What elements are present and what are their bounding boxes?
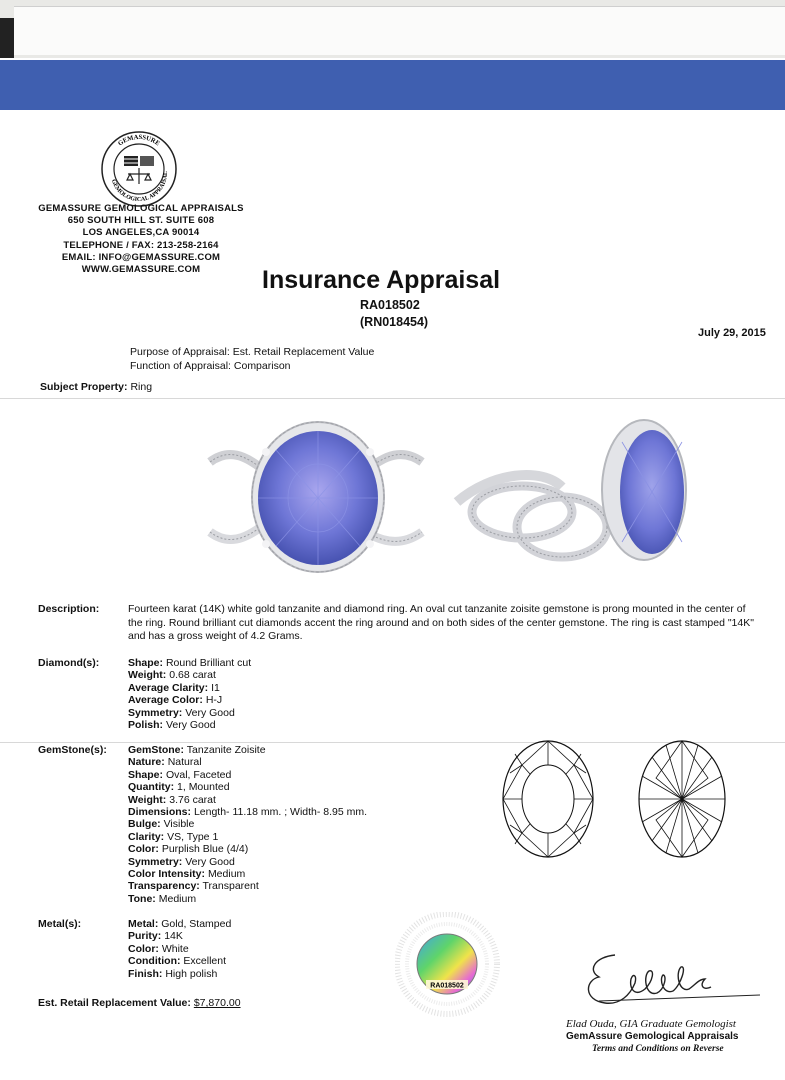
estimate-value: $7,870.00: [193, 997, 241, 1009]
svg-text:GEMASSURE: GEMASSURE: [116, 133, 161, 148]
detail-value: Length- 11.18 mm. ; Width- 8.95 mm.: [193, 806, 368, 819]
detail-value: 14K: [164, 930, 183, 943]
detail-value: Purplish Blue (4/4): [161, 843, 249, 856]
address-line-2: LOS ANGELES,CA 90014: [82, 227, 200, 239]
detail-key: Symmetry:: [128, 855, 183, 868]
detail-value: Oval, Faceted: [165, 768, 232, 781]
detail-key: Symmetry:: [128, 706, 183, 719]
detail-value: 3.76 carat: [169, 793, 216, 806]
detail-value: Very Good: [185, 706, 235, 719]
hologram-number: RA018502: [430, 982, 464, 990]
hologram-seal: [395, 912, 500, 1017]
detail-row: [128, 694, 251, 706]
detail-row: [128, 818, 367, 830]
report-number: RA018502: [360, 298, 420, 312]
detail-value: High polish: [165, 967, 218, 980]
detail-key: GemStone:: [128, 744, 185, 756]
detail-value: Round Brilliant cut: [165, 657, 252, 669]
detail-value: 0.68 carat: [169, 669, 216, 682]
detail-key: Purity:: [128, 930, 162, 943]
detail-value: VS, Type 1: [167, 830, 219, 843]
gemassure-seal-logo: [100, 130, 178, 208]
handwritten-signature: [575, 945, 765, 1015]
detail-value: H-J: [205, 694, 223, 707]
detail-key: Color Intensity:: [128, 868, 206, 881]
reference-number: (RN018454): [360, 315, 429, 329]
detail-value: Very Good: [165, 719, 216, 732]
diamonds-details: [128, 657, 251, 731]
detail-key: Average Clarity:: [128, 681, 209, 694]
appraiser-company: GemAssure Gemological Appraisals: [566, 1030, 739, 1042]
detail-key: Metal:: [128, 918, 159, 930]
detail-key: Finish:: [128, 967, 163, 980]
detail-row: [128, 682, 251, 694]
detail-row: [128, 669, 251, 681]
detail-row: [128, 719, 251, 731]
detail-row: [128, 794, 367, 806]
detail-value: Transparent: [202, 880, 259, 893]
detail-key: Bulge:: [128, 818, 161, 831]
terms-note: Terms and Conditions on Reverse: [592, 1044, 724, 1055]
detail-value: Very Good: [185, 855, 235, 868]
detail-row: [128, 769, 367, 781]
detail-key: Shape:: [128, 657, 164, 669]
detail-value: Excellent: [183, 955, 227, 968]
oval-crown-diagram: [500, 738, 596, 860]
detail-row: [128, 955, 231, 967]
detail-row: [128, 868, 367, 880]
detail-row: [128, 707, 251, 719]
email-line: EMAIL: INFO@GEMASSURE.COM: [61, 251, 221, 263]
detail-key: Average Color:: [128, 694, 203, 707]
detail-row: [128, 968, 231, 980]
appraiser-name: Elad Ouda, GIA Graduate Gemologist: [566, 1018, 736, 1030]
metal-label: Metal(s):: [38, 918, 82, 930]
gemstone-label: GemStone(s):: [38, 744, 107, 756]
subject-label: Subject Property:: [40, 381, 128, 393]
detail-value: 1, Mounted: [177, 781, 230, 794]
estimate-label: Est. Retail Replacement Value:: [38, 997, 191, 1009]
detail-value: Medium: [207, 868, 246, 881]
purpose-block: [130, 345, 374, 373]
estimated-value: [38, 997, 241, 1009]
header-blue-band: [0, 60, 785, 110]
detail-row: [128, 918, 231, 930]
detail-row: [128, 744, 367, 756]
detail-row: [128, 657, 251, 669]
stacked-paper-edge: [14, 6, 785, 55]
dark-corner: [0, 18, 14, 58]
metal-details: [128, 918, 231, 980]
diamonds-label: Diamond(s):: [38, 657, 100, 669]
detail-row: [128, 831, 367, 843]
detail-key: Weight:: [128, 793, 167, 806]
company-address-block: [10, 203, 272, 276]
detail-row: [128, 880, 367, 892]
detail-key: Condition:: [128, 955, 181, 968]
description-label: Description:: [38, 603, 100, 615]
detail-key: Quantity:: [128, 781, 175, 794]
detail-value: Gold, Stamped: [161, 918, 232, 930]
detail-value: Visible: [163, 818, 195, 831]
detail-key: Nature:: [128, 756, 165, 769]
gemstone-details: [128, 744, 367, 905]
detail-row: [128, 856, 367, 868]
appraisal-date: July 29, 2015: [698, 327, 766, 339]
paper-fold-line: [0, 398, 785, 399]
function-line: Function of Appraisal: Comparison: [130, 360, 291, 372]
ring-photo-top-view: [200, 412, 430, 592]
detail-key: Tone:: [128, 892, 156, 905]
company-name: GEMASSURE GEMOLOGICAL APPRAISALS: [38, 203, 244, 214]
report-numbers: [360, 297, 428, 331]
detail-key: Shape:: [128, 768, 164, 781]
description-text: Fourteen karat (14K) white gold tanzanite and diamond ring. An oval cut tanzanite zoisite gemstone is prong mounted in the center of the ring. Round brilliant cut diamonds accent the ring around and on both sides of the center gemstone. The ring is cast stamped "14K" and has a gross weight of 4.2 Grams.: [128, 603, 754, 642]
svg-text:GEMOLOGICAL APPRAISALS: GEMOLOGICAL APPRAISAL: [109, 171, 170, 204]
detail-key: Weight:: [128, 669, 167, 682]
detail-key: Color:: [128, 843, 159, 856]
ring-photo-side-view: [452, 412, 702, 592]
page-title: Insurance Appraisal: [262, 266, 501, 294]
detail-row: [128, 843, 367, 855]
subject-value: Ring: [130, 381, 153, 393]
detail-key: Transparency:: [128, 880, 200, 893]
purpose-line: Purpose of Appraisal: Est. Retail Replacement Value: [130, 346, 375, 358]
detail-value: Tanzanite Zoisite: [186, 744, 266, 756]
signature-block: [566, 1018, 738, 1056]
detail-row: [128, 806, 367, 818]
detail-key: Polish:: [128, 719, 164, 732]
detail-value: I1: [211, 681, 220, 694]
website-line: WWW.GEMASSURE.COM: [81, 264, 201, 276]
address-line-1: 650 SOUTH HILL ST. SUITE 608: [67, 215, 215, 227]
detail-key: Color:: [128, 942, 159, 955]
detail-row: [128, 756, 367, 768]
detail-value: White: [161, 942, 189, 955]
detail-value: Medium: [158, 892, 197, 905]
phone-line: TELEPHONE / FAX: 213-258-2164: [63, 239, 219, 251]
detail-row: [128, 943, 231, 955]
subject-property: [40, 381, 152, 393]
detail-row: [128, 781, 367, 793]
detail-key: Clarity:: [128, 830, 165, 843]
oval-pavilion-diagram: [636, 738, 728, 860]
detail-row: [128, 930, 231, 942]
detail-row: [128, 893, 367, 905]
detail-key: Dimensions:: [128, 806, 192, 819]
detail-value: Natural: [167, 756, 202, 769]
